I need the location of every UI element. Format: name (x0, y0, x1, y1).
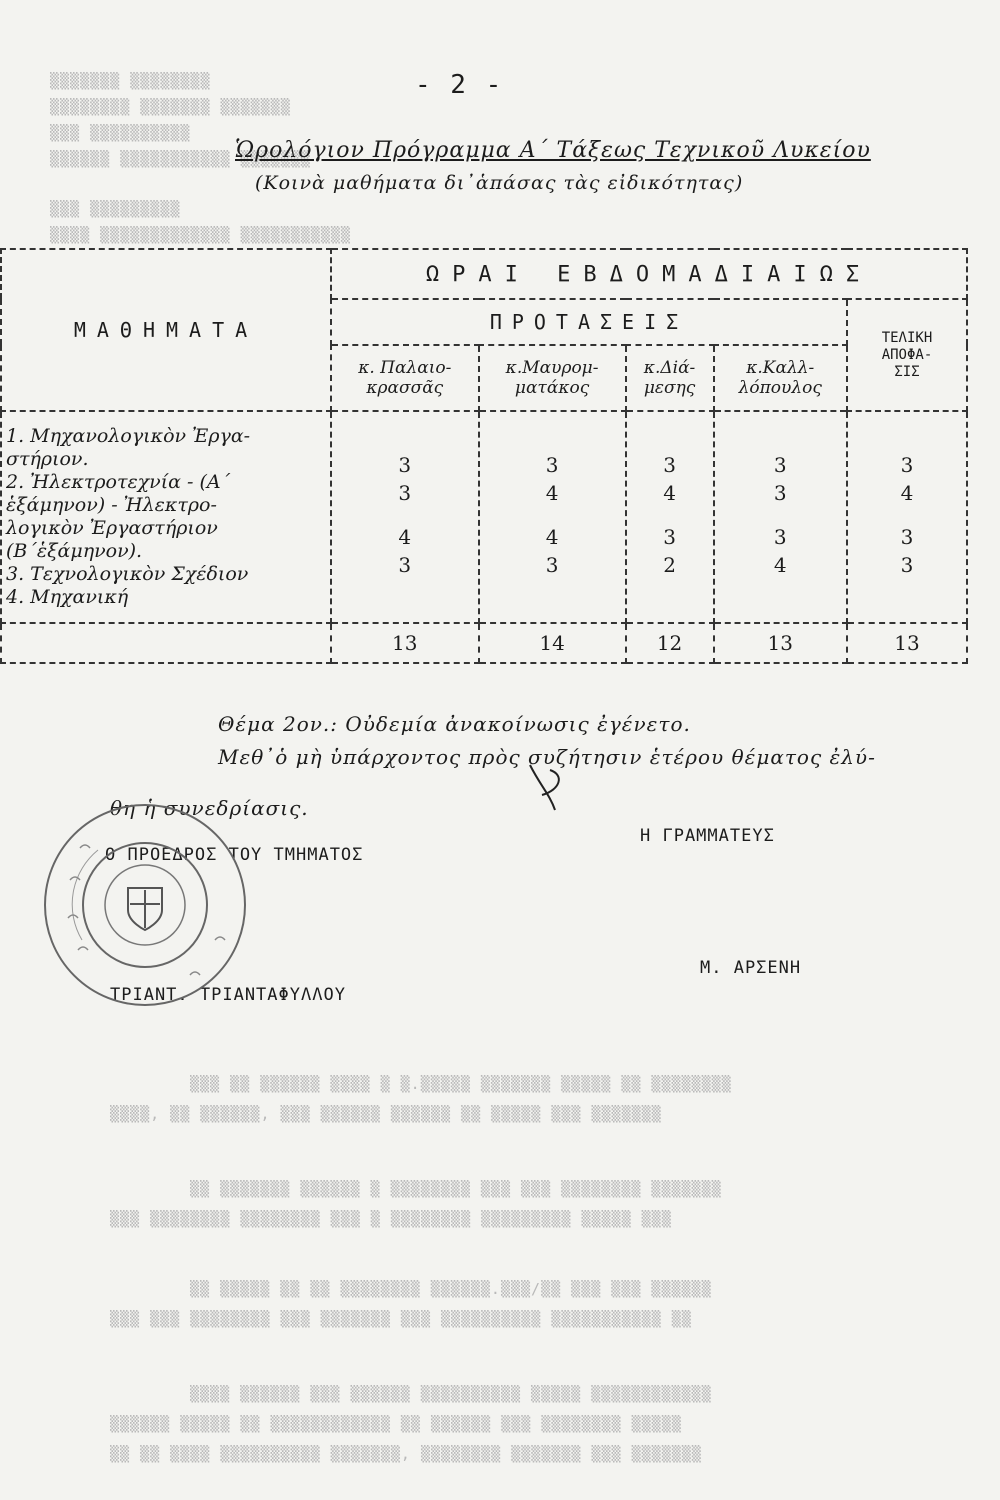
proposer-mavrommatakos (479, 345, 626, 411)
president-title: Ο ΠΡΟΕΔΡΟΣ ΤΟΥ ΤΜΗΜΑΤΟΣ (105, 845, 364, 865)
hours-value: 3 (900, 453, 914, 477)
proposer-line: κρασσᾶς (366, 378, 444, 398)
subject-line: 3. Τεχνολογικὸν Σχέδιον (6, 563, 249, 585)
hours-value: 4 (900, 481, 914, 505)
document-subtitle: (Κοινὰ μαθήματα δι᾽ἁπάσας τὰς εἰδικότητας) (255, 172, 744, 194)
proposer-line: λόπουλος (738, 378, 822, 398)
total-value: 13 (847, 623, 967, 663)
total-value: 14 (479, 623, 626, 663)
hours-value: 3 (398, 481, 412, 505)
hours-column-final (847, 411, 967, 623)
hours-value: 3 (773, 525, 787, 549)
total-value: 13 (331, 623, 479, 663)
hours-value: 3 (773, 453, 787, 477)
totals-row (1, 623, 967, 663)
hours-value: 4 (545, 525, 559, 549)
page-number: - 2 - (415, 70, 504, 100)
proposer-line: κ.Καλλ- (746, 358, 815, 378)
signature-mark (520, 755, 580, 815)
hours-column-mavrommatakos (479, 411, 626, 623)
document-title: Ὡρολόγιον Πρόγραμμα Α΄ Τάξεως Τεχνικοῦ Λυκείου (235, 138, 871, 163)
proposer-line: μεσης (643, 378, 696, 398)
final-header-line: ΣΙΣ (894, 363, 920, 380)
proposer-line: κ.Μαυρομ- (505, 358, 599, 378)
proposer-line: ματάκος (514, 378, 590, 398)
hours-value: 3 (773, 481, 787, 505)
total-value: 13 (714, 623, 847, 663)
secretary-name: Μ. ΑΡΣΕΝΗ (700, 958, 802, 978)
subject-line: στήριον. (6, 448, 89, 470)
subject-line: 2. Ἠλεκτροτεχνία - (Α΄ (6, 471, 231, 493)
hours-value: 3 (900, 525, 914, 549)
subjects-header: ΜΑΘΗΜΑΤΑ (1, 249, 331, 411)
theme-two-line: Θέμα 2ον.: Οὐδεμία ἀνακοίνωσις ἐγένετο. (218, 712, 691, 736)
weekly-hours-header: ΩΡΑΙ ΕΒΔΟΜΑΔΙΑΙΩΣ (331, 249, 967, 299)
proposer-line: κ.Δiά- (643, 358, 696, 378)
secretary-title: Η ΓΡΑΜΜΑΤΕΥΣ (640, 826, 775, 846)
proposer-palaiokrassas (331, 345, 479, 411)
subject-line: λογικὸν Ἐργαστήριον (6, 517, 218, 539)
official-seal-stamp (40, 800, 250, 1010)
final-header-line: ΑΠΟΦΑ- (881, 346, 933, 363)
hours-column-diamesis (626, 411, 714, 623)
final-decision-header (847, 299, 967, 411)
proposer-kallopoulos (714, 345, 847, 411)
totals-label-cell (1, 623, 331, 663)
hours-value: 3 (663, 453, 676, 477)
total-value: 12 (626, 623, 714, 663)
hours-value: 3 (398, 553, 412, 577)
hours-value: 4 (398, 525, 412, 549)
hours-value: 3 (900, 553, 914, 577)
proposer-line: κ. Παλαιο- (358, 358, 452, 378)
subject-line: (Β΄ἑξάμηνον). (6, 540, 143, 562)
hours-value: 3 (663, 525, 676, 549)
proposals-header: ΠΡΟΤΑΣΕΙΣ (331, 299, 847, 345)
hours-column-palaiokrassas (331, 411, 479, 623)
hours-value: 4 (545, 481, 559, 505)
president-name: ΤΡΙΑΝΤ. ΤΡΙΑΝΤΑΦΥΛΛΟΥ (110, 985, 346, 1005)
hours-value: 3 (545, 453, 559, 477)
document-page: ▒▒▒▒▒▒▒ ▒▒▒▒▒▒▒▒ ▒▒▒▒▒▒▒▒ ▒▒▒▒▒▒▒ ▒▒▒▒▒▒▒ ▒▒▒ ▒▒▒▒▒▒▒▒▒▒ ▒▒▒▒▒▒ ▒▒▒▒▒▒▒▒▒▒▒ ▒▒▒▒▒▒▒ ▒▒▒ ▒▒▒▒▒▒▒▒▒ ▒▒▒▒ ▒▒▒▒▒▒▒▒▒▒▒▒▒ ▒▒▒▒▒▒▒▒▒▒▒ ▒▒▒ ▒▒ ▒▒▒▒▒▒ ▒▒▒▒ ▒ ▒.▒▒▒▒▒ ▒▒▒▒▒▒▒ ▒▒▒▒▒ ▒▒ ▒▒▒▒▒▒▒▒ ▒▒▒▒, ▒▒ ▒▒▒▒▒▒, ▒▒▒ ▒▒▒▒▒▒ ▒▒▒▒▒▒ ▒▒ ▒▒▒▒▒ ▒▒▒ ▒▒▒▒▒▒▒ ▒▒ ▒▒▒▒▒▒▒ ▒▒▒▒▒▒ ▒ ▒▒▒▒▒▒▒▒ ▒▒▒ ▒▒▒ ▒▒▒▒▒▒▒▒ ▒▒▒▒▒▒▒ ▒▒▒ ▒▒▒▒▒▒▒▒ ▒▒▒▒▒▒▒▒ ▒▒▒ ▒ ▒▒▒▒▒▒▒▒ ▒▒▒▒▒▒▒▒▒ ▒▒▒▒▒ ▒▒▒ ▒▒ ▒▒▒▒▒ ▒▒ ▒▒ ▒▒▒▒▒▒▒▒ ▒▒▒▒▒▒.▒▒▒/▒▒ ▒▒▒ ▒▒▒ ▒▒▒▒▒▒ ▒▒▒ ▒▒▒ ▒▒▒▒▒▒▒▒ ▒▒▒ ▒▒▒▒▒▒▒ ▒▒▒ ▒▒▒▒▒▒▒▒▒▒ ▒▒▒▒▒▒▒▒▒▒▒ ▒▒ ▒▒▒▒ ▒▒▒▒▒▒ ▒▒▒ ▒▒▒▒▒▒ ▒▒▒▒▒▒▒▒▒▒ ▒▒▒▒▒ ▒▒▒▒▒▒▒▒▒▒▒▒ ▒▒▒▒▒▒ ▒▒▒▒▒ ▒▒ ▒▒▒▒▒▒▒▒▒▒▒▒ ▒▒ ▒▒▒▒▒▒ ▒▒▒ ▒▒▒▒▒▒▒▒ ▒▒▒▒▒ ▒▒ ▒▒ ▒▒▒▒ ▒▒▒▒▒▒▒▒▒▒ ▒▒▒▒▒▒▒, ▒▒▒▒▒▒▒▒ ▒▒▒▒▒▒▒ ▒▒▒ ▒▒▒▒▒▒▒ - 2 - Ὡρολόγιον Πρόγραμμα Α΄ Τάξεως Τεχνικοῦ Λυκείου (Κοινὰ μαθήματα δι᾽ἁπάσας τὰς εἰδικότητας) ΜΑΘΗΜΑΤΑ ΩΡΑΙ ΕΒΔΟΜΑΔΙΑΙΩΣ ΠΡΟΤΑΣΕΙΣ ΤΕΛΙΚΗ ΑΠΟΦΑ- ΣΙΣ κ. Παλαιο- κρασσᾶς κ.Μαυρομ- ματάκος κ.Δiά- μεσης κ.Καλλ- λόπουλος 1. Μηχανολογικὸν Ἐργα- στήριον. 2. Ἠλεκτροτεχνία - (Α΄ ἑξάμηνον) - Ἠλεκτρο- λογικὸν Ἐργαστήριον (Β΄ἑξάμηνον). 3. Τεχνολογικὸν Σχέδιον 4. Μηχανική 3 3 4 3 3 4 4 3 3 4 3 2 3 3 3 4 3 4 3 3 13 14 12 13 13 Θέμα 2ον.: Οὐδεμία ἀνακοίνωσις ἐγένετο. Μεθ᾽ὁ μὴ ὑπάρχοντος πρὸς συζήτησιν ἑτέρου θέματος ἐλύ- θη ἡ συνεδρίασις. Η ΓΡΑΜΜΑΤΕΥΣ Ο ΠΡΟΕΔΡΟΣ ΤΟΥ ΤΜΗΜΑΤΟΣ Μ. ΑΡΣΕΝΗ ΤΡΙΑΝΤ. ΤΡΙΑΝΤΑΦΥΛΛΟΥ (0, 0, 1000, 1500)
hours-value: 3 (545, 553, 559, 577)
closing-line-2: θη ἡ συνεδρίασις. (110, 796, 309, 820)
subject-line: 4. Μηχανική (6, 586, 129, 608)
closing-line-1: Μεθ᾽ὁ μὴ ὑπάρχοντος πρὸς συζήτησιν ἑτέρου θέματος ἐλύ- (218, 745, 876, 769)
hours-value: 4 (773, 553, 787, 577)
subject-line: ἑξάμηνον) - Ἠλεκτρο- (6, 494, 217, 516)
hours-value: 2 (663, 553, 676, 577)
final-header-line: ΤΕΛΙΚΗ (881, 329, 933, 346)
schedule-table (0, 248, 968, 664)
hours-column-kallopoulos (714, 411, 847, 623)
subjects-list (1, 411, 331, 623)
hours-value: 3 (398, 453, 412, 477)
proposer-diamesis (626, 345, 714, 411)
hours-value: 4 (663, 481, 676, 505)
subject-line: 1. Μηχανολογικὸν Ἐργα- (6, 425, 251, 447)
